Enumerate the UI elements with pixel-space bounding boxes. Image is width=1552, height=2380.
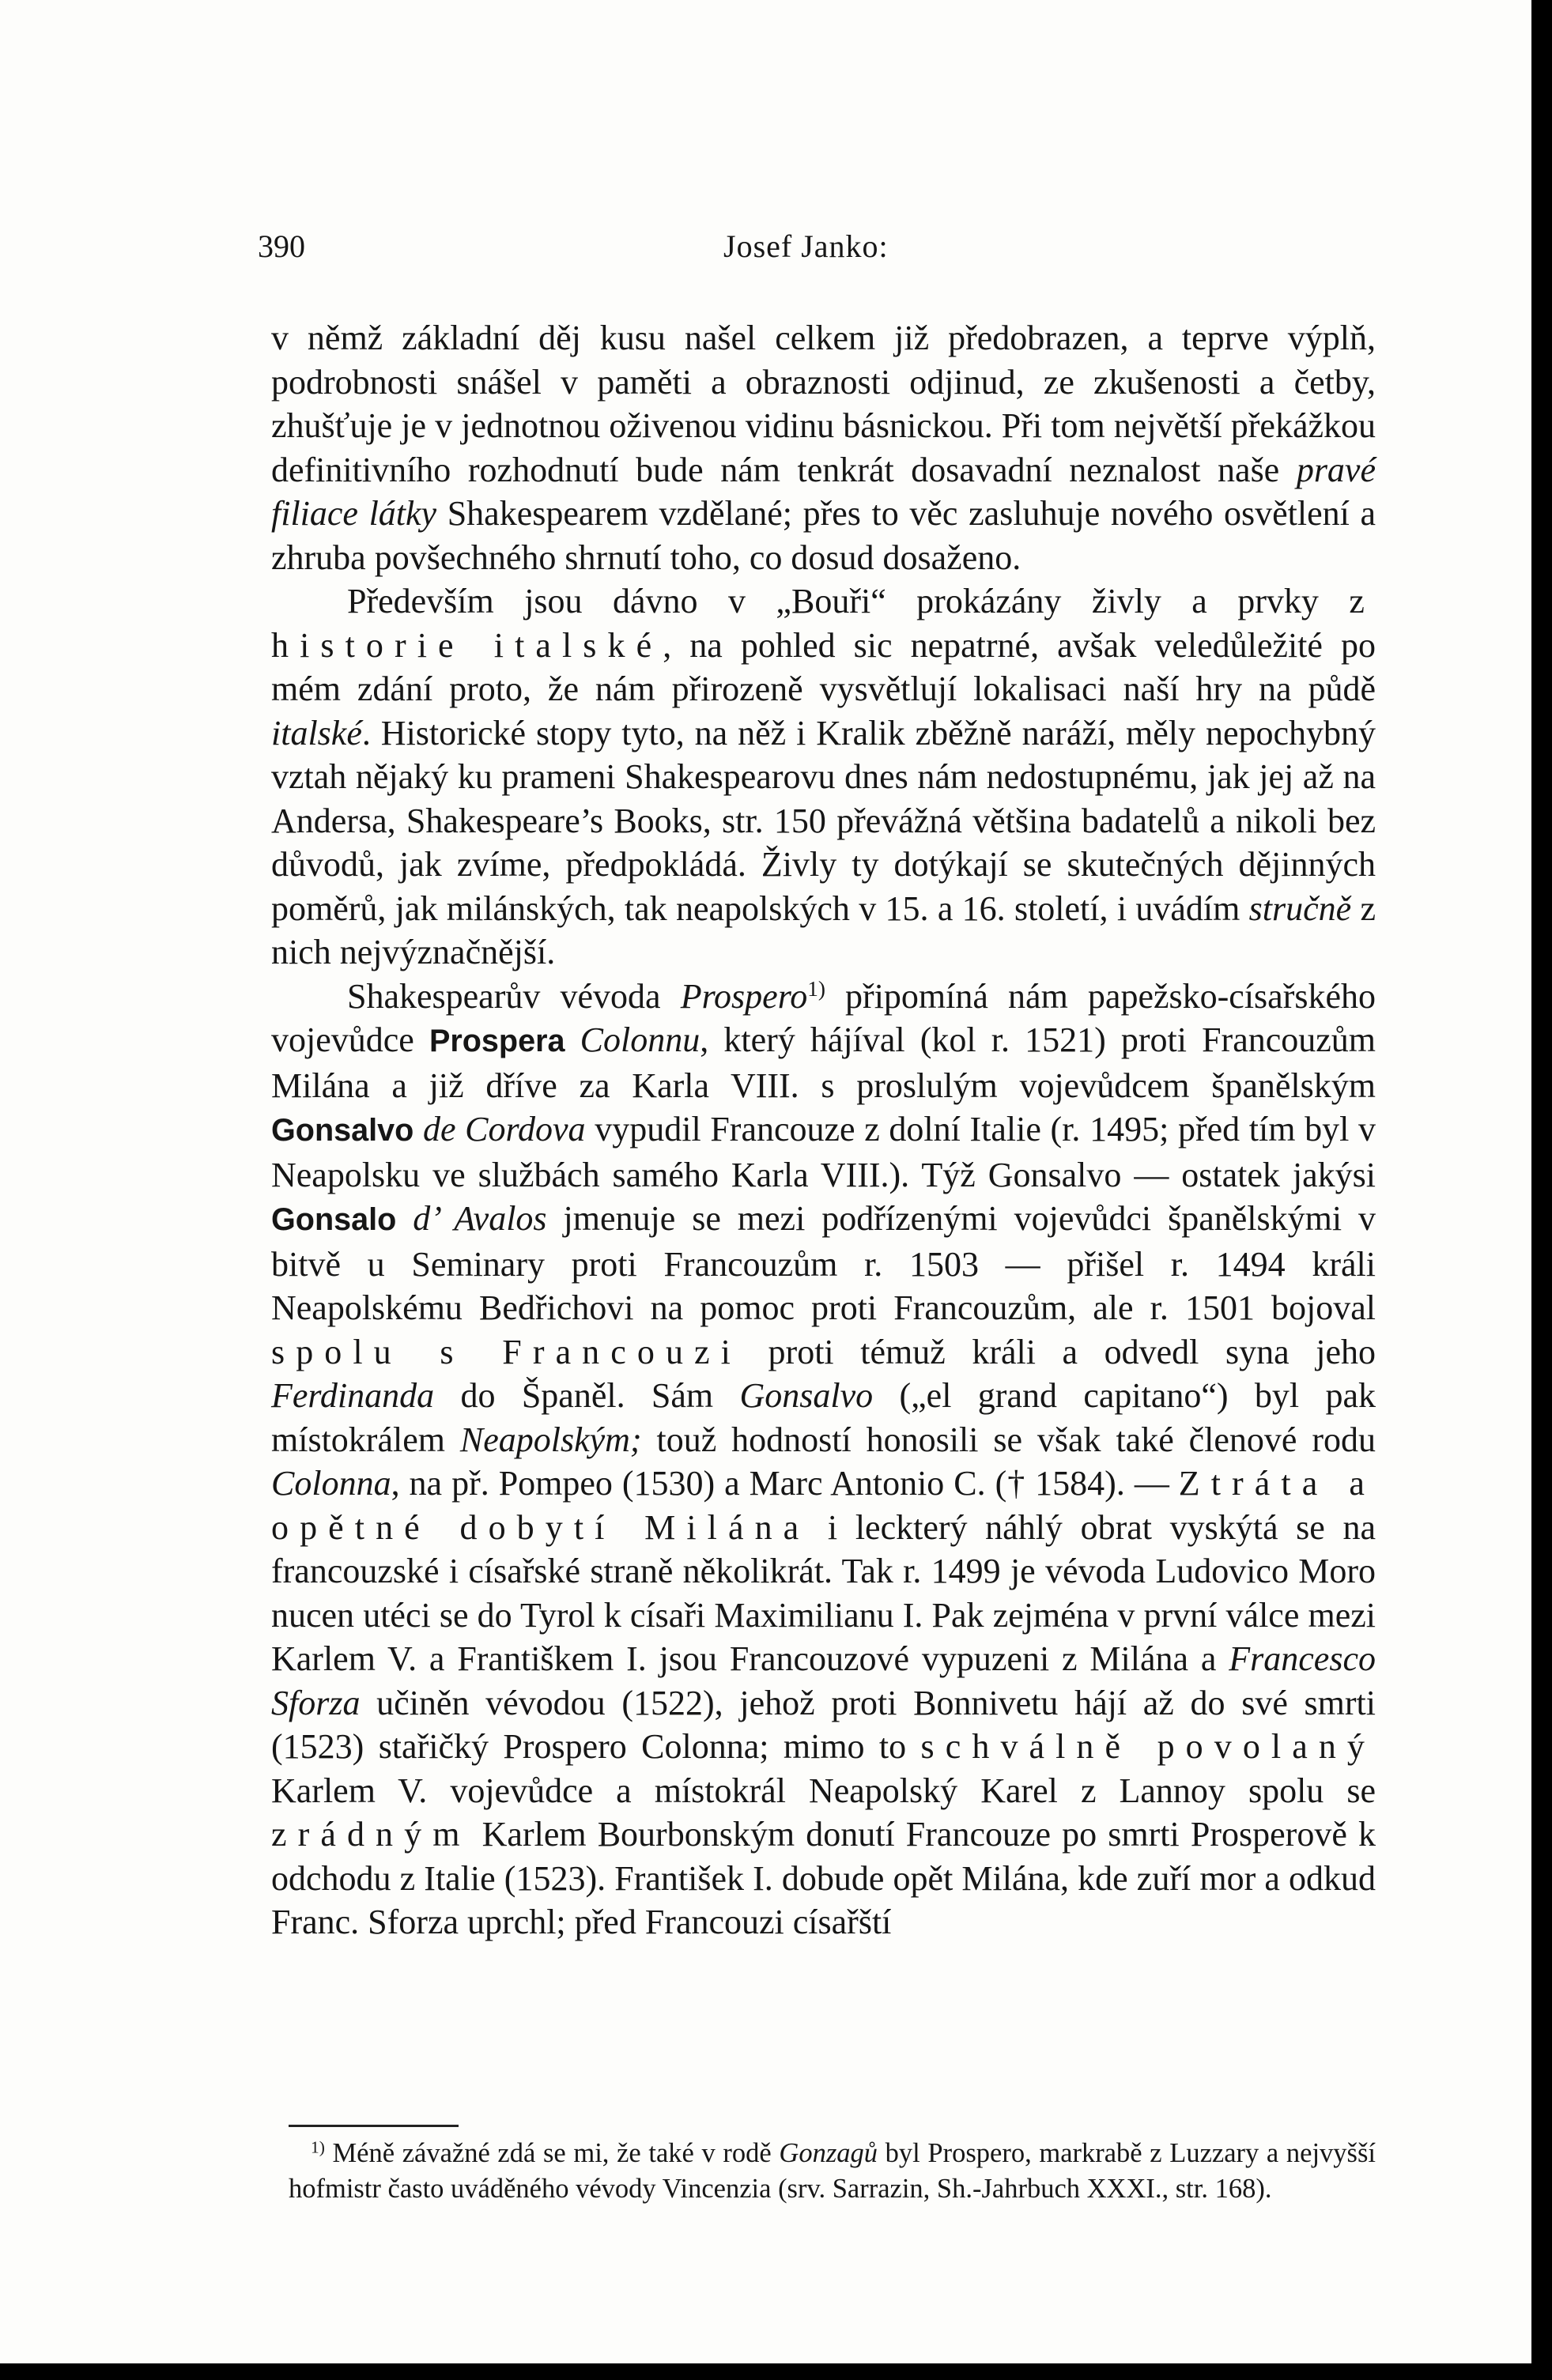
footnote	[289, 2136, 1376, 2207]
text-run: Karlem Bourbonským donutí Francouze po smrti Prosperově k odchodu z Italie (1523). František I. dobude opět Milána, kde zuří mor a odkud Franc. Sforza uprchl; před Francouzi císařští	[271, 1815, 1376, 1941]
bold-name: Gonsalvo	[271, 1113, 414, 1148]
italic-text: Colonnu	[580, 1020, 700, 1059]
text-run: , na př. Pompeo (1530) a Marc Antonio C. († 1584). —	[391, 1464, 1179, 1503]
italic-text: de Cordova	[423, 1110, 586, 1149]
spaced-emphasis: z historie italské	[271, 582, 1376, 665]
italic-text: Gonzagů	[779, 2138, 878, 2168]
italic-text: Colonna	[271, 1464, 391, 1503]
paragraph	[271, 579, 1376, 975]
text-run: i leckterý náhlý obrat vyskýtá se na francouzské i císařské straně několikrát. Tak r. 1499 je vévoda Ludovico Moro nucen utéci se do Tyrol k císaři Maximilianu I. Pak zejména v první válce mezi Karlem V. a Františkem I. jsou Francouzové vypuzeni z Milána a	[271, 1507, 1376, 1678]
text-run	[396, 1199, 413, 1238]
italic-text: d’ Avalos	[413, 1199, 547, 1238]
italic-text: Prospero	[680, 976, 808, 1016]
italic-text: stručně	[1248, 888, 1352, 928]
paragraph	[271, 975, 1376, 1944]
text-run: vypudil Francouze z dolní Italie (r. 1495; před tím byl v Neapolsku ve službách samého Karla VIII.). Týž Gonsalvo — ostatek jakýsi	[271, 1110, 1376, 1194]
text-run: Shakespearův vévoda	[347, 976, 681, 1016]
text-run: v němž základní děj kusu našel celkem již předobrazen, a teprve výplň, podrobnosti snášel v paměti a obraznosti odjinud, ze zkušenosti a četby, zhušťuje je v jednotnou oživenou vidinu básnickou. Při tom největší překážkou definitivního rozhodnutí bude nám tenkrát dosavadní neznalost naše	[271, 319, 1376, 489]
text-run: učiněn vévodou (1522), jehož proti Bonnivetu hájí až do své smrti (1523) stařičký Prospero Colonna; mimo to	[271, 1683, 1376, 1766]
footnote-marker: 1)	[807, 976, 825, 1001]
running-title: Josef Janko:	[723, 228, 889, 264]
text-run: touž hodností honosili se však také členové rodu	[641, 1420, 1376, 1459]
italic-text: Ferdinanda	[271, 1376, 435, 1415]
italic-text: Neapolským;	[459, 1420, 642, 1459]
bold-name: Gonsalo	[271, 1202, 397, 1237]
text-run: proti témuž králi a odvedl syna jeho	[741, 1332, 1376, 1371]
text-run: , na pohled sic nepatrné, avšak veledůležité po mém zdání proto, že nám přirozeně vysvětlují lokalisaci naší hry na půdě	[271, 625, 1376, 708]
text-run: , který hájíval (kol r. 1521) proti Francouzům Milána a již dříve za Karla VIII. s proslulým vojevůdcem španělským	[271, 1020, 1376, 1105]
text-run: Karlem V. vojevůdce a místokrál Neapolský Karel z Lannoy spolu se	[271, 1771, 1376, 1810]
text-run: z nich nejvýznačnější.	[271, 888, 1376, 971]
text-run: Shakespearem vzdělané; přes to věc zasluhuje nového osvětlení a zhruba povšechného shrnutí toho, co dosud dosaženo.	[271, 494, 1376, 577]
footnote-marker: 1)	[311, 2137, 325, 2157]
italic-text: Francesco Sforza	[271, 1639, 1376, 1722]
italic-text: pravé filiace látky	[271, 450, 1376, 533]
spaced-emphasis: Ztráta a opětné dobytí Milána	[271, 1464, 1376, 1547]
spaced-emphasis: spolu s Francouzi	[271, 1332, 742, 1371]
text-run	[565, 1020, 580, 1059]
bold-name: Prospera	[429, 1024, 565, 1058]
spaced-emphasis: schválně povolaný	[920, 1727, 1376, 1766]
footnote-divider	[289, 2125, 459, 2127]
running-head	[0, 228, 1531, 267]
text-run: Především jsou dávno v „Bouři“ prokázány živly a prvky	[347, 582, 1350, 620]
spaced-emphasis: zrádným	[271, 1815, 471, 1854]
text-run: jmenuje se mezi podřízenými vojevůdci španělskými v bitvě u Seminary proti Francouzům r. 1503 — přišel r. 1494 králi Neapolskému Bedřichovi na pomoc proti Francouzům, ale r. 1501 bojoval	[271, 1199, 1376, 1327]
text-run: („el grand capitano“) byl pak místokrálem	[271, 1376, 1376, 1459]
italic-text: italské	[271, 713, 362, 752]
page-number: 390	[258, 228, 305, 264]
text-run: do Španěl. Sám	[434, 1376, 740, 1415]
text-run: Méně závažné zdá se mi, že také v rodě	[324, 2138, 780, 2168]
text-run: připomíná nám papežsko-císařského vojevůdce	[271, 976, 1376, 1059]
body-text	[271, 316, 1376, 1944]
italic-text: Gonsalvo	[739, 1376, 874, 1415]
paragraph	[271, 316, 1376, 579]
text-run: byl Prospero, markrabě z Luzzary a nejvyšší hofmistr často uváděného vévody Vincenzia (srv. Sarrazin, Sh.-Jahrbuch XXXI., str. 168).	[289, 2138, 1376, 2204]
footnotes	[289, 2136, 1376, 2207]
text-run	[413, 1110, 423, 1149]
text-run: . Historické stopy tyto, na něž i Kralik zběžně naráží, měly nepochybný vztah nějaký ku prameni Shakespearovu dnes nám nedostupnému, jak jej až na Andersa, Shakespeare’s Books, str. 150 převážná většina badatelů a nikoli bez důvodů, jak zvíme, předpokládá. Živly ty dotýkají se skutečných dějinných poměrů, jak milánských, tak neapolských v 15. a 16. století, i uvádím	[271, 713, 1376, 928]
